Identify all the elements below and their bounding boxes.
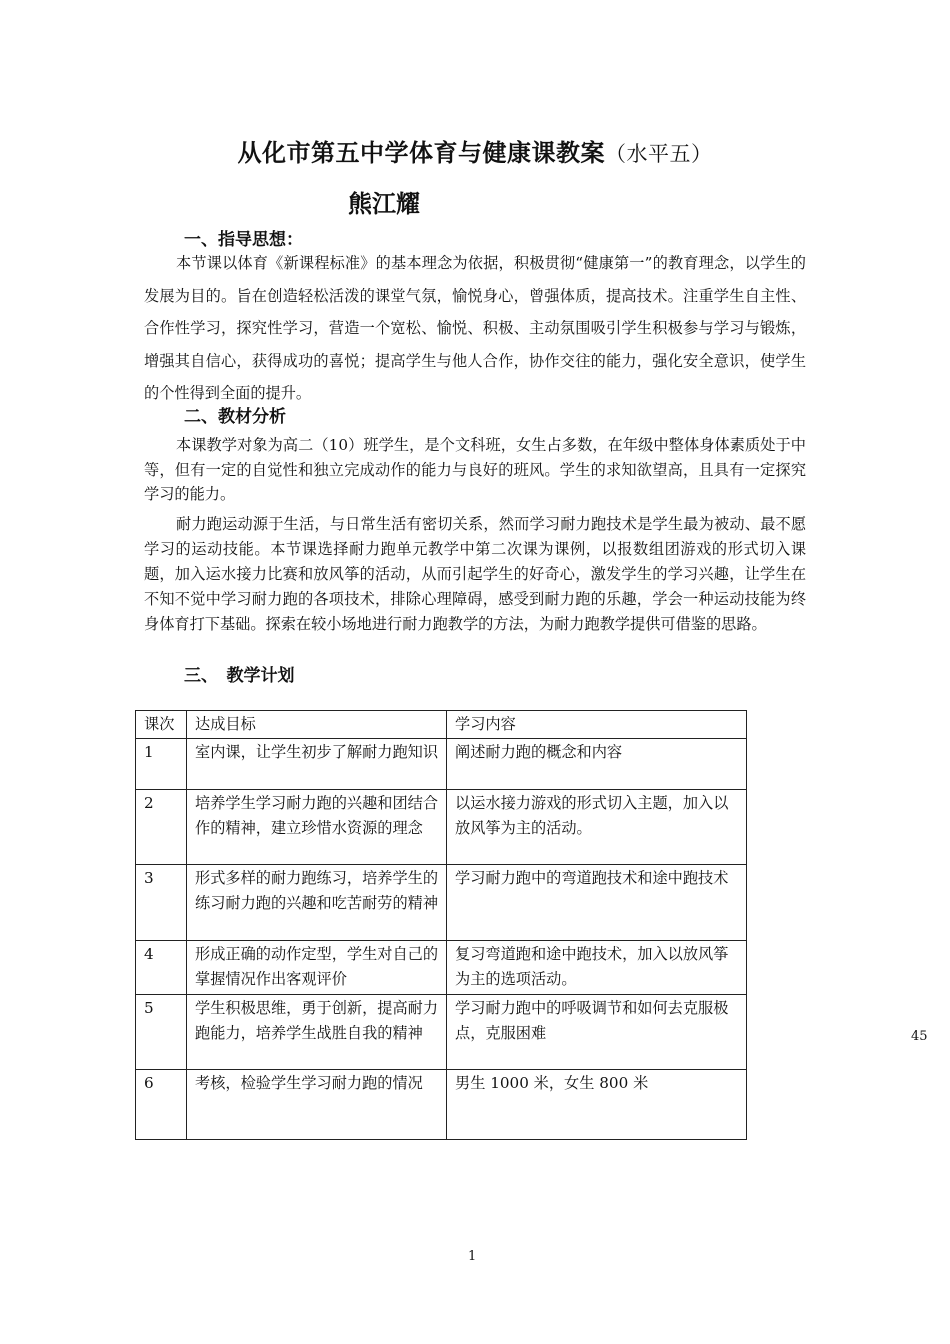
- table-header-cell: 课次: [136, 711, 187, 739]
- table-cell: 2: [136, 790, 187, 865]
- table-row: [136, 865, 747, 941]
- table-header-row: [136, 711, 747, 739]
- table-cell: 6: [136, 1070, 187, 1140]
- page-number: 1: [468, 1249, 477, 1264]
- table-cell: 学习耐力跑中的弯道跑技术和途中跑技术: [447, 865, 747, 941]
- table-cell: 学生积极思维，勇于创新，提高耐力跑能力，培养学生战胜自我的精神: [187, 995, 447, 1070]
- table-cell: 学习耐力跑中的呼吸调节和如何去克服极点，克服困难: [447, 995, 747, 1070]
- table-cell: 1: [136, 739, 187, 790]
- table-cell: 培养学生学习耐力跑的兴趣和团结合作的精神，建立珍惜水资源的理念: [187, 790, 447, 865]
- section-heading-guiding-ideology: 一、指导思想：: [184, 230, 303, 250]
- table-cell: 5: [136, 995, 187, 1070]
- table-row: [136, 739, 747, 790]
- table-cell: 4: [136, 941, 187, 995]
- table-row: [136, 941, 747, 995]
- table-row: [136, 790, 747, 865]
- title-main: 从化市第五中学体育与健康课教案: [237, 139, 605, 167]
- teaching-plan-table: [135, 710, 747, 1140]
- table-header-cell: 学习内容: [447, 711, 747, 739]
- table-cell: 室内课，让学生初步了解耐力跑知识: [187, 739, 447, 790]
- table-header-cell: 达成目标: [187, 711, 447, 739]
- section-heading-teaching-plan: 三、 教学计划: [184, 666, 295, 686]
- table-cell: 3: [136, 865, 187, 941]
- table-cell: 复习弯道跑和途中跑技术，加入以放风筝为主的选项活动。: [447, 941, 747, 995]
- section-heading-material-analysis: 二、教材分析: [184, 407, 286, 427]
- author-name: 熊江耀: [348, 190, 420, 218]
- title-suffix: （水平五）: [605, 142, 713, 166]
- table-row: [136, 1070, 747, 1140]
- side-number: 45: [911, 1029, 928, 1044]
- document-title: [130, 133, 820, 168]
- table-cell: 以运水接力游戏的形式切入主题，加入以放风筝为主的活动。: [447, 790, 747, 865]
- table-row: [136, 995, 747, 1070]
- table-cell: 形式多样的耐力跑练习，培养学生的练习耐力跑的兴趣和吃苦耐劳的精神: [187, 865, 447, 941]
- table-cell: 阐述耐力跑的概念和内容: [447, 739, 747, 790]
- paragraph-endurance-run: 耐力跑运动源于生活，与日常生活有密切关系，然而学习耐力跑技术是学生最为被动、最不愿学习的运动技能。本节课选择耐力跑单元教学中第二次课为课例，以报数组团游戏的形式切入课题，加入运水接力比赛和放风筝的活动，从而引起学生的好奇心，激发学生的学习兴趣，让学生在不知不觉中学习耐力跑的各项技术，排除心理障碍，感受到耐力跑的乐趣，学会一种运动技能为终身体育打下基础。探索在较小场地进行耐力跑教学的方法，为耐力跑教学提供可借鉴的思路。: [144, 515, 806, 633]
- table-cell: 形成正确的动作定型，学生对自己的掌握情况作出客观评价: [187, 941, 447, 995]
- paragraph-guiding-ideology: 本节课以体育《新课程标准》的基本理念为依据，积极贯彻“健康第一”的教育理念，以学生的发展为目的。旨在创造轻松活泼的课堂气氛，愉悦身心，曾强体质，提高技术。注重学生自主性、合作性学习，探究性学习，营造一个宽松、愉悦、积极、主动氛围吸引学生积极参与学习与锻炼，增强其自信心，获得成功的喜悦；提高学生与他人合作，协作交往的能力，强化安全意识，使学生的个性得到全面的提升。: [144, 254, 806, 402]
- table-cell: 考核，检验学生学习耐力跑的情况: [187, 1070, 447, 1140]
- paragraph-students: 本课教学对象为高二（10）班学生，是个文科班，女生占多数，在年级中整体身体素质处于中等，但有一定的自觉性和独立完成动作的能力与良好的班风。学生的求知欲望高，且具有一定探究学习的能力。: [144, 436, 806, 503]
- table-cell: 男生 1000 米，女生 800 米: [447, 1070, 747, 1140]
